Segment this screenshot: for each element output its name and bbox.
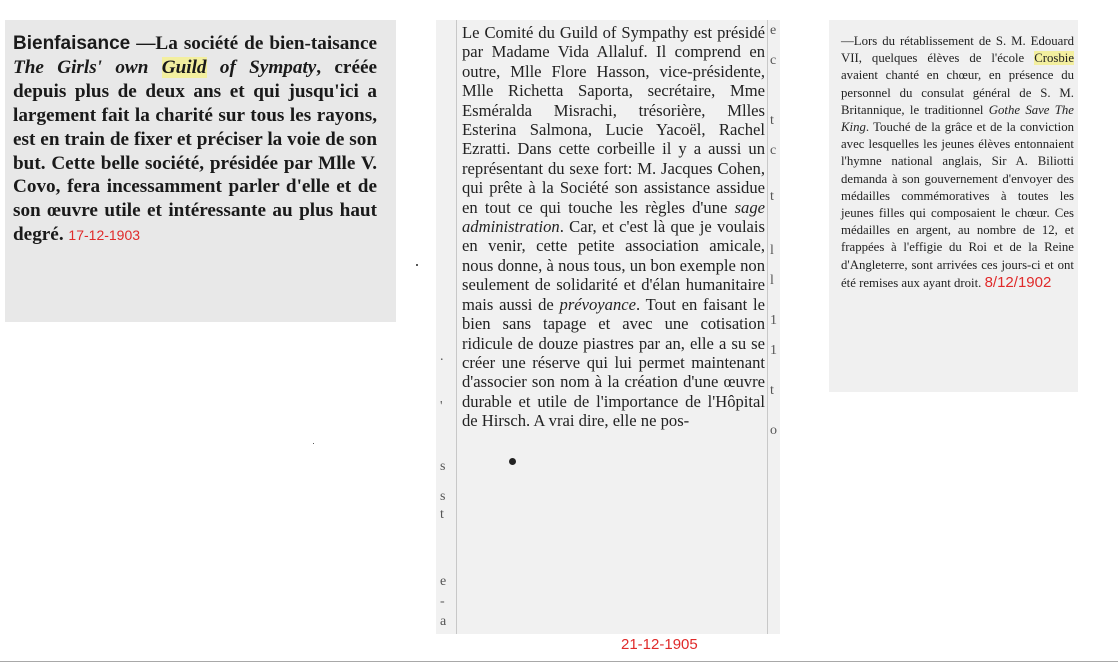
cropped-letter-fragment: 1: [770, 343, 777, 358]
article-text: —Lors du rétablissement de S. M. Edouard VII, quelques élèves de l'école: [841, 34, 1074, 66]
article-italic-text: sage administration: [462, 197, 765, 237]
cropped-letter-fragment: l: [770, 273, 774, 288]
cropped-letter-fragment: s: [440, 459, 446, 474]
cropped-letter-fragment: t: [440, 507, 444, 522]
article-italic-text: Gothe Save The King: [841, 102, 1074, 135]
page-bottom-divider: [0, 661, 1118, 662]
cropped-letter-fragment: c: [770, 53, 777, 68]
article-text: —La société de bien-taisance: [130, 33, 377, 54]
clipping-bienfaisance-text: [13, 32, 377, 248]
article-italic-text: of Sympaty: [219, 56, 317, 78]
article-text: Le Comité du Guild of Sympathy est présidé par Madame Vida Allaluf. Il comprend en outre, Mlle Flore Hasson, vice-présidente, Mlle Richetta Saporta, secrétaire, Mme Esméralda Misrachi, trésorière, Mlles Esterina Salmona, Lucie Yacoël, Rachel Ezratti. Dans cette corbeille il y a aussi un représentant du sexe fort: M. Jacques Cohen, qui prête à la Société son assistance assidue en tout ce qui touche les règles d'une: [462, 23, 765, 217]
article-italic-text: The Girls' own: [13, 56, 149, 78]
cropped-letter-fragment: e: [770, 23, 777, 38]
highlighted-word-crosbie: Crosbie: [1034, 51, 1074, 66]
clipping-crosbie-school: [829, 20, 1078, 392]
cropped-letter-fragment: t: [770, 189, 774, 204]
cropped-letter-fragment: l: [770, 243, 774, 258]
article-text: . Touché de la grâce et de la conviction avec lesquelles les jeunes élèves entonnaient l'hymne national anglais, Sir A. Biliotti demanda à son gouvernement d'envoyer des médailles commémoratives à toutes les jeunes filles qui composaient le chœur. Ces médailles en argent, au nombre de 12, et frappées à l'effigie du Roi et de la Reine d'Angleterre, sont arrivées ces jours-ci et ont été remises aux ayant droit.: [841, 120, 1074, 290]
article-lead-title: Bienfaisance: [13, 33, 131, 54]
cropped-letter-fragment: .: [440, 349, 444, 364]
clipping-guild-committee: [436, 20, 780, 634]
clipping-crosbie-school-text: [841, 33, 1074, 292]
article-text: avaient chanté en chœur, en présence du personnel du consulat général de S. M. Britannique, le traditionnel: [841, 68, 1074, 117]
cropped-letter-fragment: ': [440, 399, 443, 414]
article-text: , créée depuis plus de deux ans et qui jusqu'ici a largement fait la charité sur tous les rayons, est en train de fixer et préciser la voie de son but. Cette belle société, présidée par Mlle V. Covo, fera incessamment parler d'elle et de son œuvre utile et intéressante au plus haut degré.: [13, 56, 377, 246]
highlighted-word-guild: Guild: [161, 56, 207, 78]
cropped-letter-fragment: o: [770, 423, 777, 438]
clipping-date-label: 21-12-1905: [621, 636, 698, 653]
article-text: . Tout en faisant le bien sans tapage et avec une cotisation ridicule de douze piastres par an, elle a su se créer une réserve qui lui permet maintenant d'associer son nom à la création d'une œuvre durable et utile de l'importance de l'Hôpital de Hirsch. A vrai dire, elle ne pos-: [462, 294, 765, 431]
cropped-letter-fragment: t: [770, 383, 774, 398]
scan-speck: [313, 443, 314, 444]
cropped-letter-fragment: a: [440, 614, 447, 629]
cropped-letter-fragment: s: [440, 489, 446, 504]
cropped-letter-fragment: e: [440, 574, 447, 589]
cropped-letter-fragment: -: [440, 594, 445, 609]
clipping-date-label: 8/12/1902: [984, 273, 1052, 291]
ink-blot: [509, 458, 516, 465]
scan-speck: [416, 264, 418, 266]
clipping-guild-committee-text: [462, 23, 765, 431]
article-italic-text: prévoyance: [559, 294, 636, 314]
clipping-bienfaisance: [5, 20, 396, 322]
cropped-letter-fragment: c: [770, 143, 777, 158]
column-gutter-left: [436, 20, 457, 634]
cropped-letter-fragment: t: [770, 113, 774, 128]
article-text: . Car, et c'est là que je voulais en venir, cette petite association amicale, nous donne, à nous tous, un bon exemple non seulement de solidarité et d'élan humanitaire mais aussi de: [462, 217, 765, 314]
clipping-date-label: 17-12-1903: [68, 227, 141, 244]
cropped-letter-fragment: 1: [770, 313, 777, 328]
column-gutter-right: [767, 20, 780, 634]
